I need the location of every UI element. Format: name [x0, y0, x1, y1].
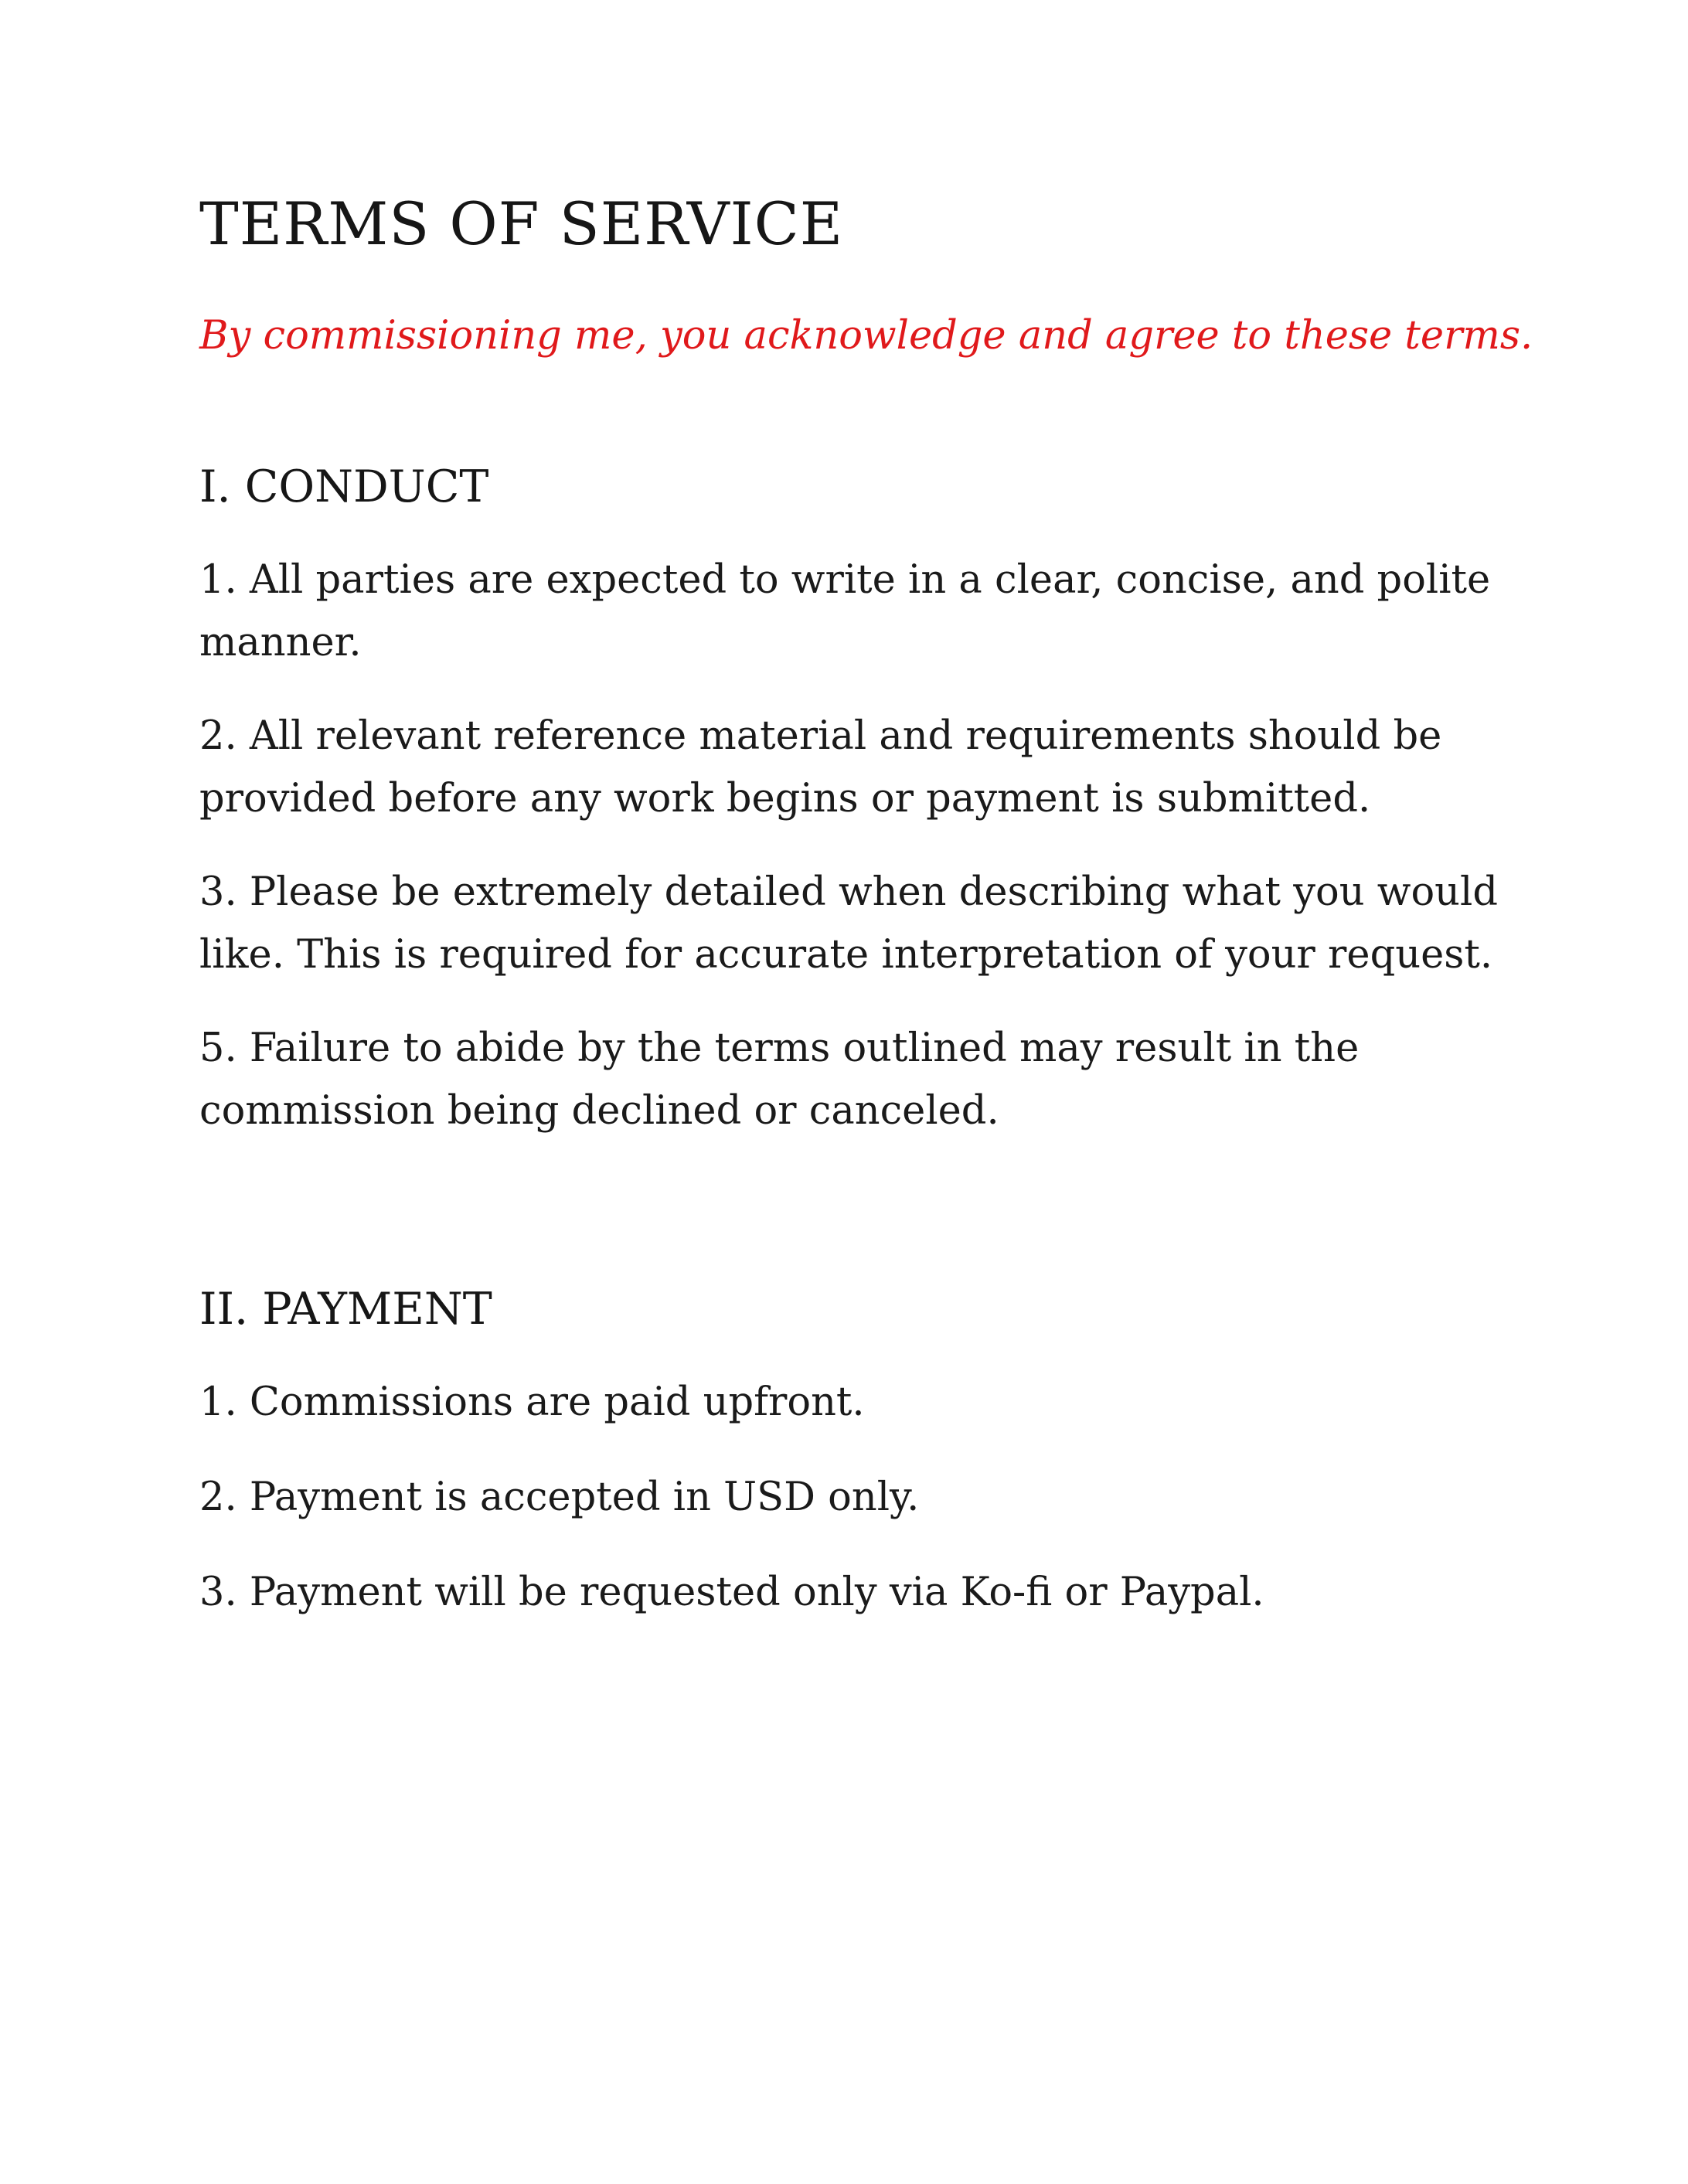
payment-item-3: 3. Payment will be requested only via Ko-fi or Paypal. — [199, 1570, 1264, 1615]
conduct-item-2: 2. All relevant reference material and requirements should be provided before any work begins or payment is submitted. — [199, 713, 1442, 822]
payment-item-1: 1. Commissions are paid upfront. — [199, 1379, 865, 1425]
section-heading-payment: II. PAYMENT — [199, 1284, 492, 1335]
terms-agreement-notice: By commissioning me, you acknowledge and agree to these terms. — [199, 313, 1533, 359]
conduct-item-1: 1. All parties are expected to write in a clear, concise, and polite manner. — [199, 557, 1491, 665]
payment-item-2: 2. Payment is accepted in USD only. — [199, 1475, 920, 1520]
conduct-item-3: 3. Please be extremely detailed when describing what you would like. This is required for accurate interpretation of your request. — [199, 869, 1498, 978]
page-title: TERMS OF SERVICE — [199, 189, 844, 258]
conduct-item-5: 5. Failure to abide by the terms outlined may result in the commission being declined or canceled. — [199, 1026, 1360, 1134]
section-heading-conduct: I. CONDUCT — [199, 461, 489, 512]
